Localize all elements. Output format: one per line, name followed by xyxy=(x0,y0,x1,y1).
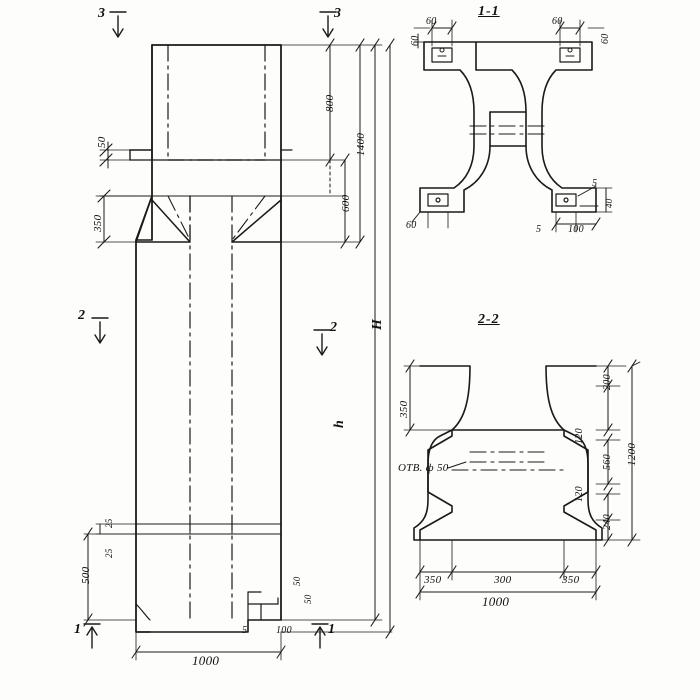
section-mark-3-left: 3 xyxy=(98,6,106,21)
s22-dim-240: 240 xyxy=(602,514,613,530)
section-title-2-2: 2-2 xyxy=(478,312,500,327)
s22-dim-560: 560 xyxy=(602,454,613,470)
dim-bottom-1000: 1000 xyxy=(192,653,220,668)
s22-dim-120a: 120 xyxy=(574,428,585,444)
dim-foot-5: 5 xyxy=(242,625,248,636)
s22-dim-1200: 1200 xyxy=(626,442,638,466)
s22-dim-1000: 1000 xyxy=(482,594,510,609)
dim-left-50: 50 xyxy=(96,136,108,148)
dim-left-500: 500 xyxy=(80,566,92,584)
s11-dim-60-tl2: 60 xyxy=(410,35,421,46)
s11-dim-100-bottom: 100 xyxy=(568,224,584,235)
dim-600: 600 xyxy=(340,194,352,212)
dim-foot-50b: 50 xyxy=(303,594,313,604)
s11-dim-60-bl: 60 xyxy=(406,220,417,231)
s11-dim-60-tl: 60 xyxy=(426,16,437,27)
dim-800: 800 xyxy=(324,94,336,112)
dim-h: h xyxy=(332,419,347,428)
section-title-1-1: 1-1 xyxy=(478,4,500,19)
s11-dim-60-tr: 60 xyxy=(552,16,563,27)
s22-note-otb: OTB. ф 50 xyxy=(398,462,449,474)
section-mark-2-left: 2 xyxy=(78,308,86,323)
dim-foot-100: 100 xyxy=(276,625,292,636)
s11-dim-5-br: 5 xyxy=(592,178,598,189)
s22-dim-350-left: 350 xyxy=(398,400,410,418)
s11-dim-5-bottom: 5 xyxy=(536,224,542,235)
dim-1400: 1400 xyxy=(355,132,367,156)
section-mark-1-right: 1 xyxy=(328,622,336,637)
s22-dim-120b: 120 xyxy=(574,486,585,502)
s11-dim-60-tr2: 60 xyxy=(600,33,611,44)
s22-dim-350b: 350 xyxy=(562,574,580,586)
s11-dim-40-br: 40 xyxy=(604,198,614,208)
section-mark-1-left: 1 xyxy=(74,622,82,637)
dim-H: H xyxy=(370,318,385,330)
dim-left-25a: 25 xyxy=(104,518,114,528)
dim-foot-50a: 50 xyxy=(292,576,302,586)
s22-dim-300: 300 xyxy=(494,574,512,586)
dim-left-350: 350 xyxy=(92,214,104,232)
section-mark-3-right: 3 xyxy=(334,6,342,21)
s22-dim-200: 200 xyxy=(602,374,613,390)
dim-left-25b: 25 xyxy=(104,548,114,558)
section-mark-2-right: 2 xyxy=(330,320,338,335)
s22-dim-350a: 350 xyxy=(424,574,442,586)
